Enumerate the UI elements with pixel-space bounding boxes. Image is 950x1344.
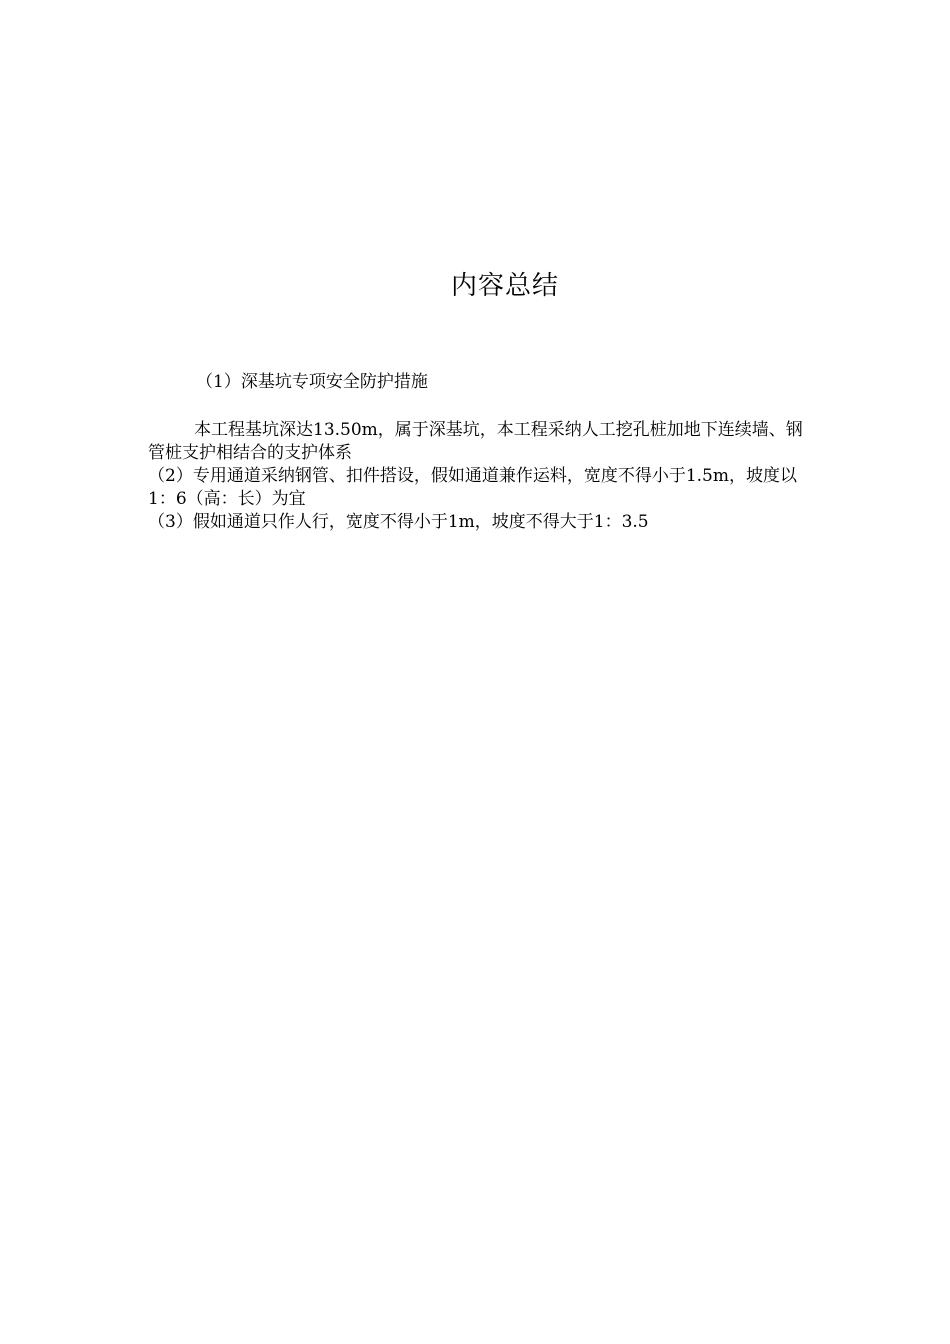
document-title: 内容总结: [450, 271, 559, 301]
list-item-2: （2）专用通道采纳钢管、扣件搭设，假如通道兼作运料，宽度不得小于1.5m，坡度以1：6（高：长）为宜: [148, 466, 797, 509]
section-heading-1: （1）深基坑专项安全防护措施: [196, 372, 428, 392]
paragraph-1: 本工程基坑深达13.50m，属于深基坑，本工程采纳人工挖孔桩加地下连续墙、钢管桩支护相结合的支护体系: [148, 420, 803, 463]
list-item-3: （3）假如通道只作人行，宽度不得小于1m，坡度不得大于1：3.5: [148, 512, 649, 532]
content-block: [148, 419, 808, 534]
